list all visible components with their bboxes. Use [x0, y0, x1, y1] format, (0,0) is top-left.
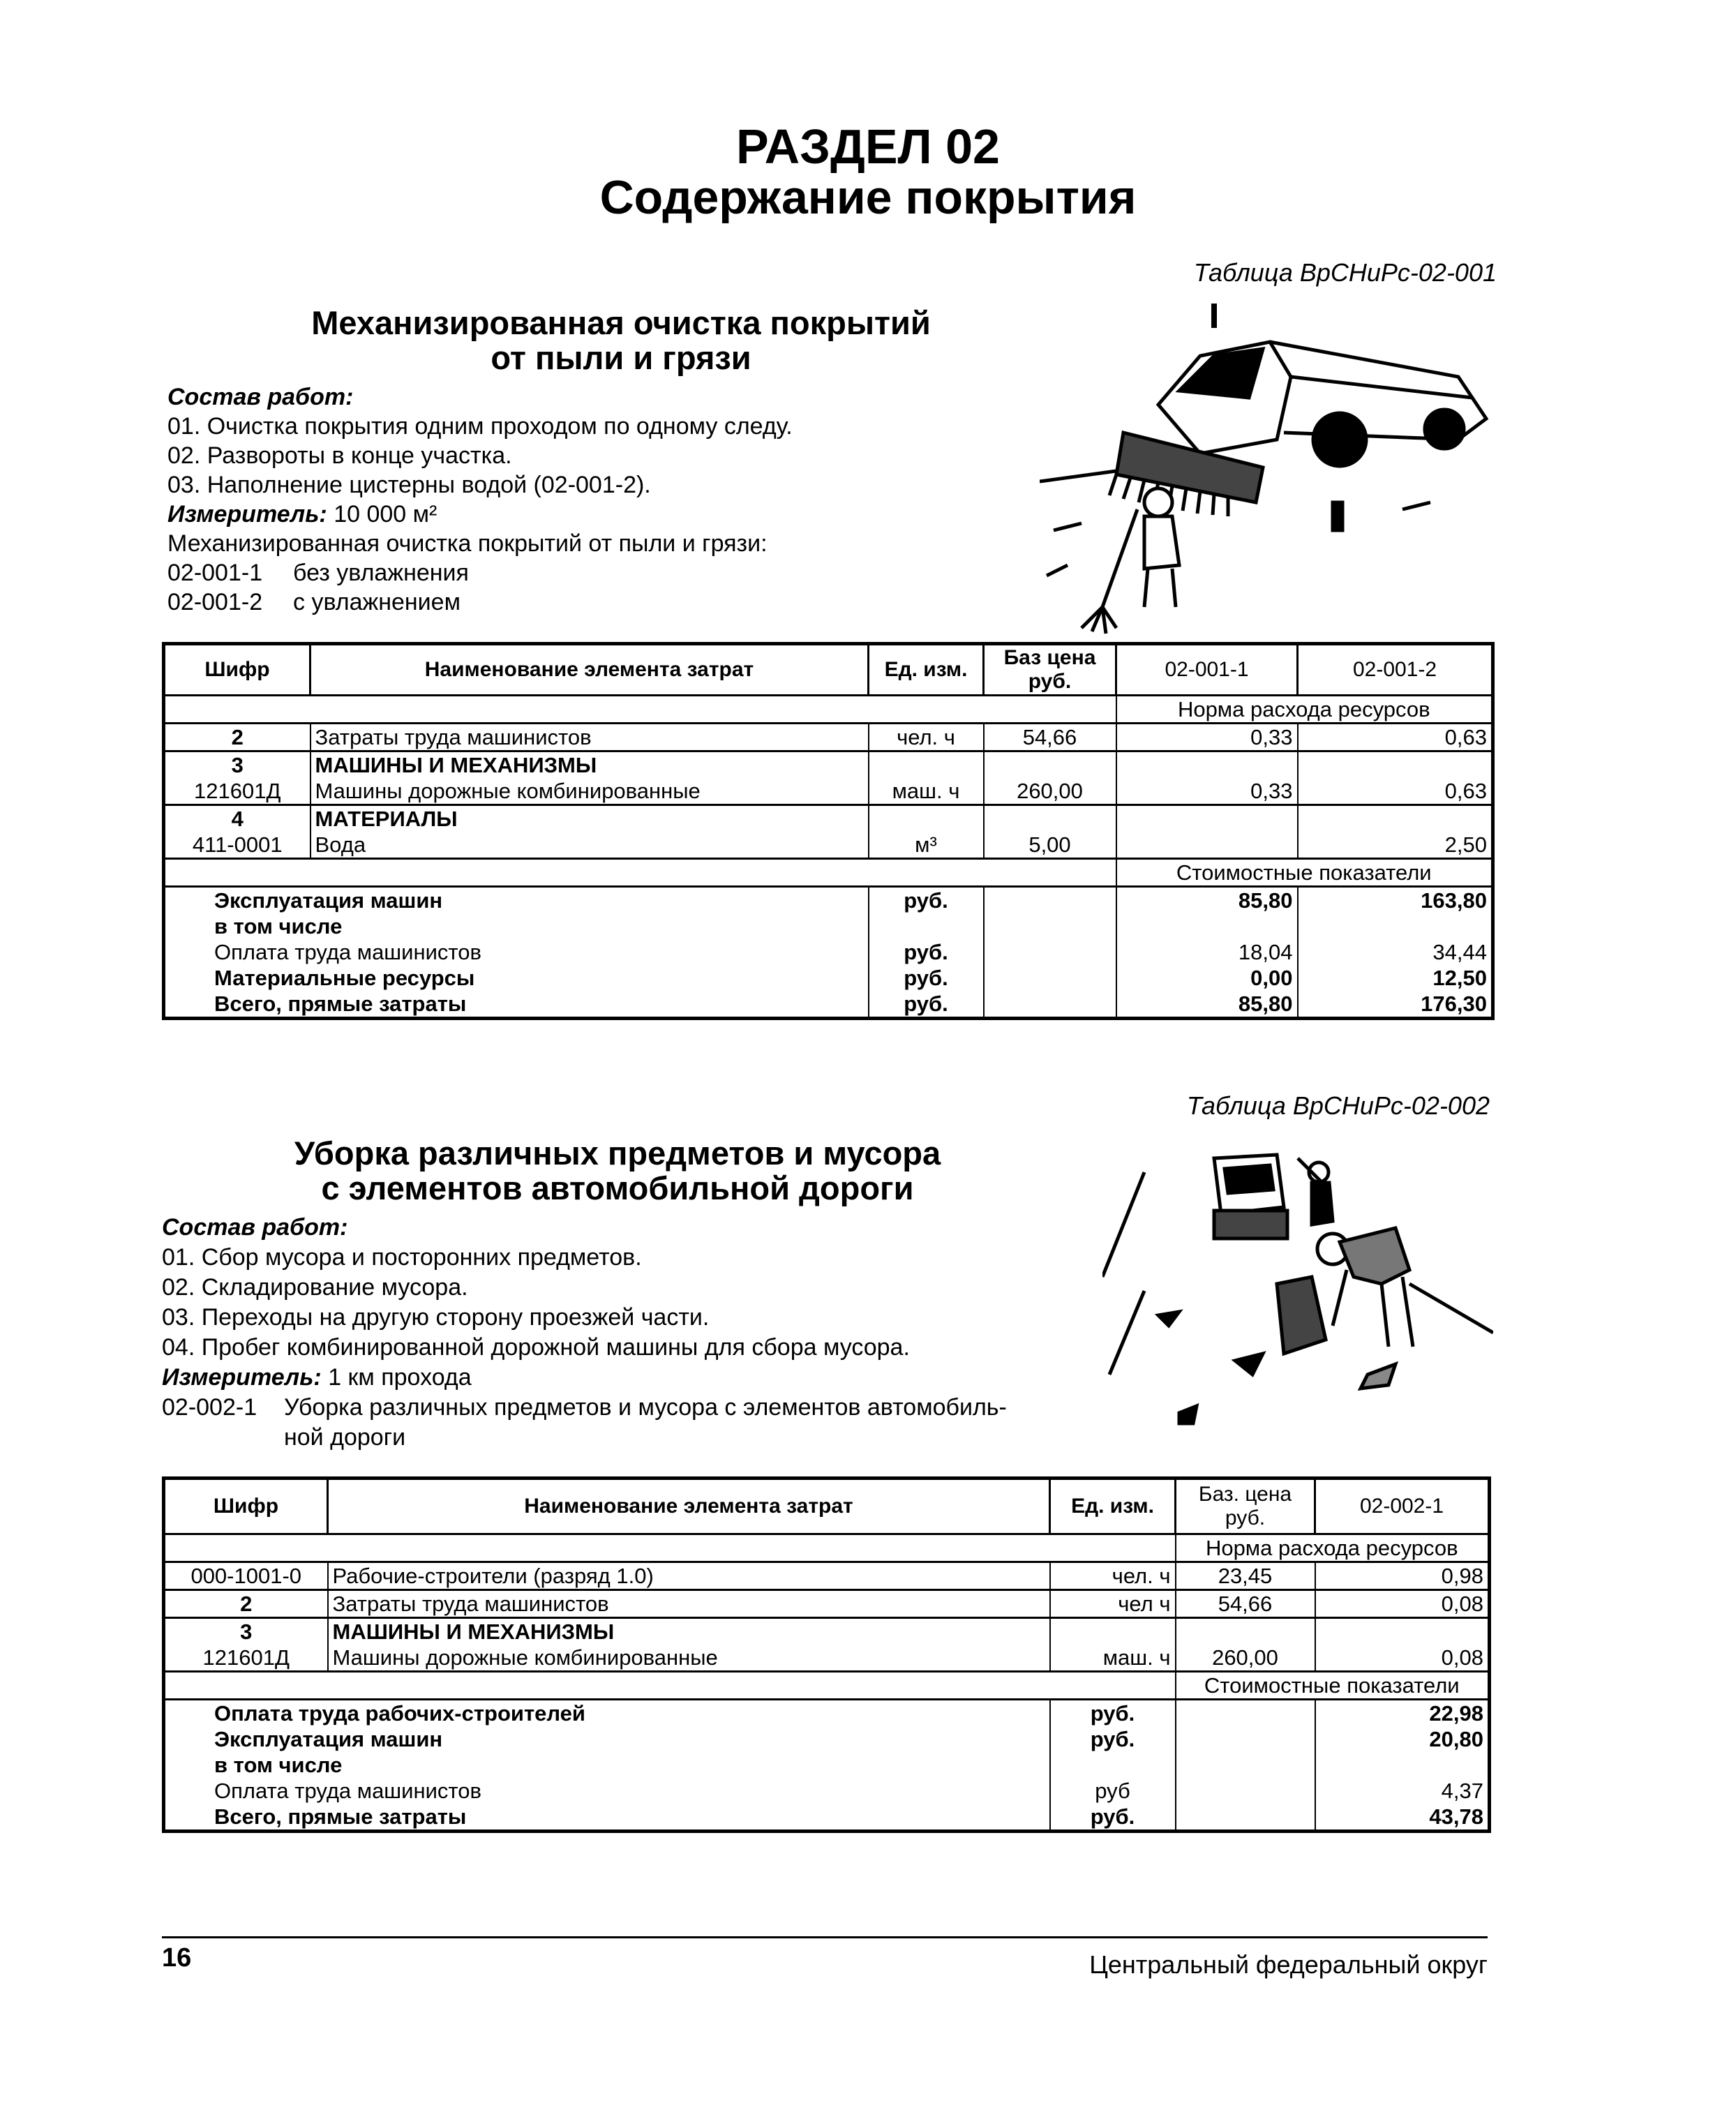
cost-name: Оплата труда машинистов: [164, 1778, 1050, 1804]
table-row: [164, 1645, 1490, 1672]
row-code: 4: [164, 805, 310, 832]
row-name: Затраты труда машинистов: [310, 724, 869, 751]
cost-name: Материальные ресурсы: [164, 965, 869, 991]
row-value: 0,08: [1315, 1645, 1490, 1672]
row-value: 0,33: [1116, 778, 1298, 805]
table-row: [164, 1562, 1490, 1590]
cost-value: 18,04: [1116, 939, 1298, 965]
table-row: [164, 805, 1493, 832]
cost-row: [164, 1804, 1490, 1832]
row-unit: чел. ч: [1050, 1562, 1176, 1590]
cost-row: [164, 991, 1493, 1019]
cost-row: [164, 887, 1493, 914]
section-number: РАЗДЕЛ 02: [736, 119, 1000, 174]
variant-text: Уборка различных предметов и мусора с элементов автомобиль-: [284, 1394, 1007, 1421]
meter-value: 1 км прохода: [328, 1364, 472, 1391]
variant-text: с увлажнением: [293, 589, 461, 615]
table-title: [209, 306, 1033, 375]
table-row: [164, 778, 1493, 805]
cost-name: Всего, прямые затраты: [164, 1804, 1050, 1832]
cost-value: 163,80: [1298, 887, 1493, 914]
title-line: Уборка различных предметов и мусора: [294, 1135, 941, 1172]
row-code: 000-1001-0: [164, 1562, 328, 1590]
header-variant: 02-001-2: [1298, 644, 1493, 696]
row-name: Затраты труда машинистов: [328, 1590, 1050, 1618]
row-value: 0,63: [1298, 724, 1493, 751]
row-unit: м³: [869, 832, 984, 859]
row-value: 0,63: [1298, 778, 1493, 805]
row-unit: маш. ч: [1050, 1645, 1176, 1672]
header-variant: 02-002-1: [1315, 1479, 1490, 1534]
cost-table: [162, 1476, 1491, 1833]
cost-unit: руб.: [869, 965, 984, 991]
row-code: 411-0001: [164, 832, 310, 859]
cost-name: в том числе: [164, 913, 869, 939]
variant-text: без увлажнения: [293, 560, 469, 586]
header-name: Наименование элемента затрат: [328, 1479, 1050, 1534]
cost-row: [164, 913, 1493, 939]
row-name: МАШИНЫ И МЕХАНИЗМЫ: [328, 1618, 1050, 1645]
description: Механизированная очистка покрытий от пыли и грязи:: [167, 530, 768, 557]
cost-value: 34,44: [1298, 939, 1493, 965]
cost-value: 22,98: [1315, 1700, 1490, 1727]
cost-name: Оплата труда машинистов: [164, 939, 869, 965]
work-item: 01. Сбор мусора и посторонних предметов.: [162, 1244, 642, 1271]
row-price: 54,66: [1176, 1590, 1315, 1618]
norm-label: Норма расхода ресурсов: [1116, 696, 1493, 724]
row-price: 23,45: [1176, 1562, 1315, 1590]
row-value: 0,33: [1116, 724, 1298, 751]
cost-label: Стоимостные показатели: [1116, 859, 1493, 887]
row-value: [1116, 832, 1298, 859]
cost-name: в том числе: [164, 1752, 1050, 1778]
cost-name: Эксплуатация машин: [164, 887, 869, 914]
row-code: 2: [164, 1590, 328, 1618]
variant-text: ной дороги: [284, 1424, 406, 1451]
header-unit: Ед. изм.: [1050, 1479, 1176, 1534]
cost-row: [164, 965, 1493, 991]
table-row: [164, 1618, 1490, 1645]
work-composition: [162, 1213, 1007, 1453]
row-value: 2,50: [1298, 832, 1493, 859]
row-unit: маш. ч: [869, 778, 984, 805]
cost-row: [164, 1778, 1490, 1804]
page-number: 16: [162, 1943, 192, 1973]
road-sweeper-illustration: [1040, 300, 1500, 635]
table-row: [164, 1590, 1490, 1618]
header-code: Шифр: [164, 644, 310, 696]
row-code: 3: [164, 751, 310, 779]
meter-value: 10 000 м²: [334, 501, 437, 528]
composition-label: Состав работ:: [167, 384, 354, 410]
cost-unit: руб: [1050, 1778, 1176, 1804]
cost-value: 85,80: [1116, 887, 1298, 914]
debris-cleanup-illustration: [1102, 1144, 1493, 1437]
composition-label: Состав работ:: [162, 1214, 348, 1241]
cost-name: Эксплуатация машин: [164, 1726, 1050, 1752]
footer-rule: [162, 1936, 1488, 1938]
meter-label: Измеритель:: [162, 1364, 322, 1391]
work-item: 03. Наполнение цистерны водой (02-001-2).: [167, 472, 651, 498]
row-price: 260,00: [1176, 1645, 1315, 1672]
header-price: Баз цена руб.: [984, 644, 1116, 696]
table-row: [164, 751, 1493, 779]
meter-label: Измеритель:: [167, 501, 327, 528]
row-price: 54,66: [984, 724, 1116, 751]
table-title: [209, 1136, 1026, 1206]
variant-code: 02-001-2: [167, 589, 263, 615]
title-line: от пыли и грязи: [491, 339, 751, 376]
cost-row: [164, 1752, 1490, 1778]
work-item: 02. Развороты в конце участка.: [167, 442, 512, 469]
cost-value: 85,80: [1116, 991, 1298, 1019]
row-price: 5,00: [984, 832, 1116, 859]
row-name: МАШИНЫ И МЕХАНИЗМЫ: [310, 751, 869, 779]
cost-unit: руб.: [869, 939, 984, 965]
cost-name: Всего, прямые затраты: [164, 991, 869, 1019]
row-value: 0,98: [1315, 1562, 1490, 1590]
cost-name: Оплата труда рабочих-строителей: [164, 1700, 1050, 1727]
cost-row: [164, 1700, 1490, 1727]
cost-label: Стоимостные показатели: [1176, 1672, 1490, 1700]
cost-row: [164, 1726, 1490, 1752]
cost-value: 4,37: [1315, 1778, 1490, 1804]
header-unit: Ед. изм.: [869, 644, 984, 696]
cost-unit: руб.: [1050, 1700, 1176, 1727]
table-row: [164, 724, 1493, 751]
row-unit: чел. ч: [869, 724, 984, 751]
work-item: 04. Пробег комбинированной дорожной машины для сбора мусора.: [162, 1334, 910, 1361]
work-item: 01. Очистка покрытия одним проходом по одному следу.: [167, 413, 793, 440]
header-variant: 02-001-1: [1116, 644, 1298, 696]
norm-label: Норма расхода ресурсов: [1176, 1534, 1490, 1562]
row-name: МАТЕРИАЛЫ: [310, 805, 869, 832]
header-price: Баз. цена руб.: [1176, 1479, 1315, 1534]
section-title: Содержание покрытия: [599, 171, 1137, 224]
header-code: Шифр: [164, 1479, 328, 1534]
work-composition: [167, 382, 793, 617]
row-price: 260,00: [984, 778, 1116, 805]
footer-region: Центральный федеральный округ: [1089, 1950, 1488, 1979]
cost-unit: руб.: [1050, 1726, 1176, 1752]
table-ref: Таблица ВрСНиРс-02-001: [1193, 258, 1497, 287]
row-name: Машины дорожные комбинированные: [310, 778, 869, 805]
cost-row: [164, 939, 1493, 965]
row-name: Рабочие-строители (разряд 1.0): [328, 1562, 1050, 1590]
table-ref: Таблица ВрСНиРс-02-002: [1186, 1091, 1490, 1120]
row-unit: чел ч: [1050, 1590, 1176, 1618]
cost-table: [162, 642, 1495, 1020]
row-name: Машины дорожные комбинированные: [328, 1645, 1050, 1672]
variant-code: 02-002-1: [162, 1394, 257, 1421]
cost-unit: руб.: [869, 991, 984, 1019]
cost-value: 176,30: [1298, 991, 1493, 1019]
work-item: 02. Складирование мусора.: [162, 1274, 468, 1301]
cost-unit: руб.: [869, 887, 984, 914]
cost-value: 0,00: [1116, 965, 1298, 991]
row-value: 0,08: [1315, 1590, 1490, 1618]
row-code: 121601Д: [164, 778, 310, 805]
row-code: 121601Д: [164, 1645, 328, 1672]
cost-unit: руб.: [1050, 1804, 1176, 1832]
header-name: Наименование элемента затрат: [310, 644, 869, 696]
cost-value: 43,78: [1315, 1804, 1490, 1832]
table-row: [164, 832, 1493, 859]
row-code: 3: [164, 1618, 328, 1645]
row-code: 2: [164, 724, 310, 751]
row-name: Вода: [310, 832, 869, 859]
cost-value: 20,80: [1315, 1726, 1490, 1752]
title-line: Механизированная очистка покрытий: [311, 304, 931, 341]
cost-value: 12,50: [1298, 965, 1493, 991]
variant-code: 02-001-1: [167, 560, 263, 586]
title-line: с элементов автомобильной дороги: [321, 1169, 914, 1206]
work-item: 03. Переходы на другую сторону проезжей части.: [162, 1304, 710, 1331]
